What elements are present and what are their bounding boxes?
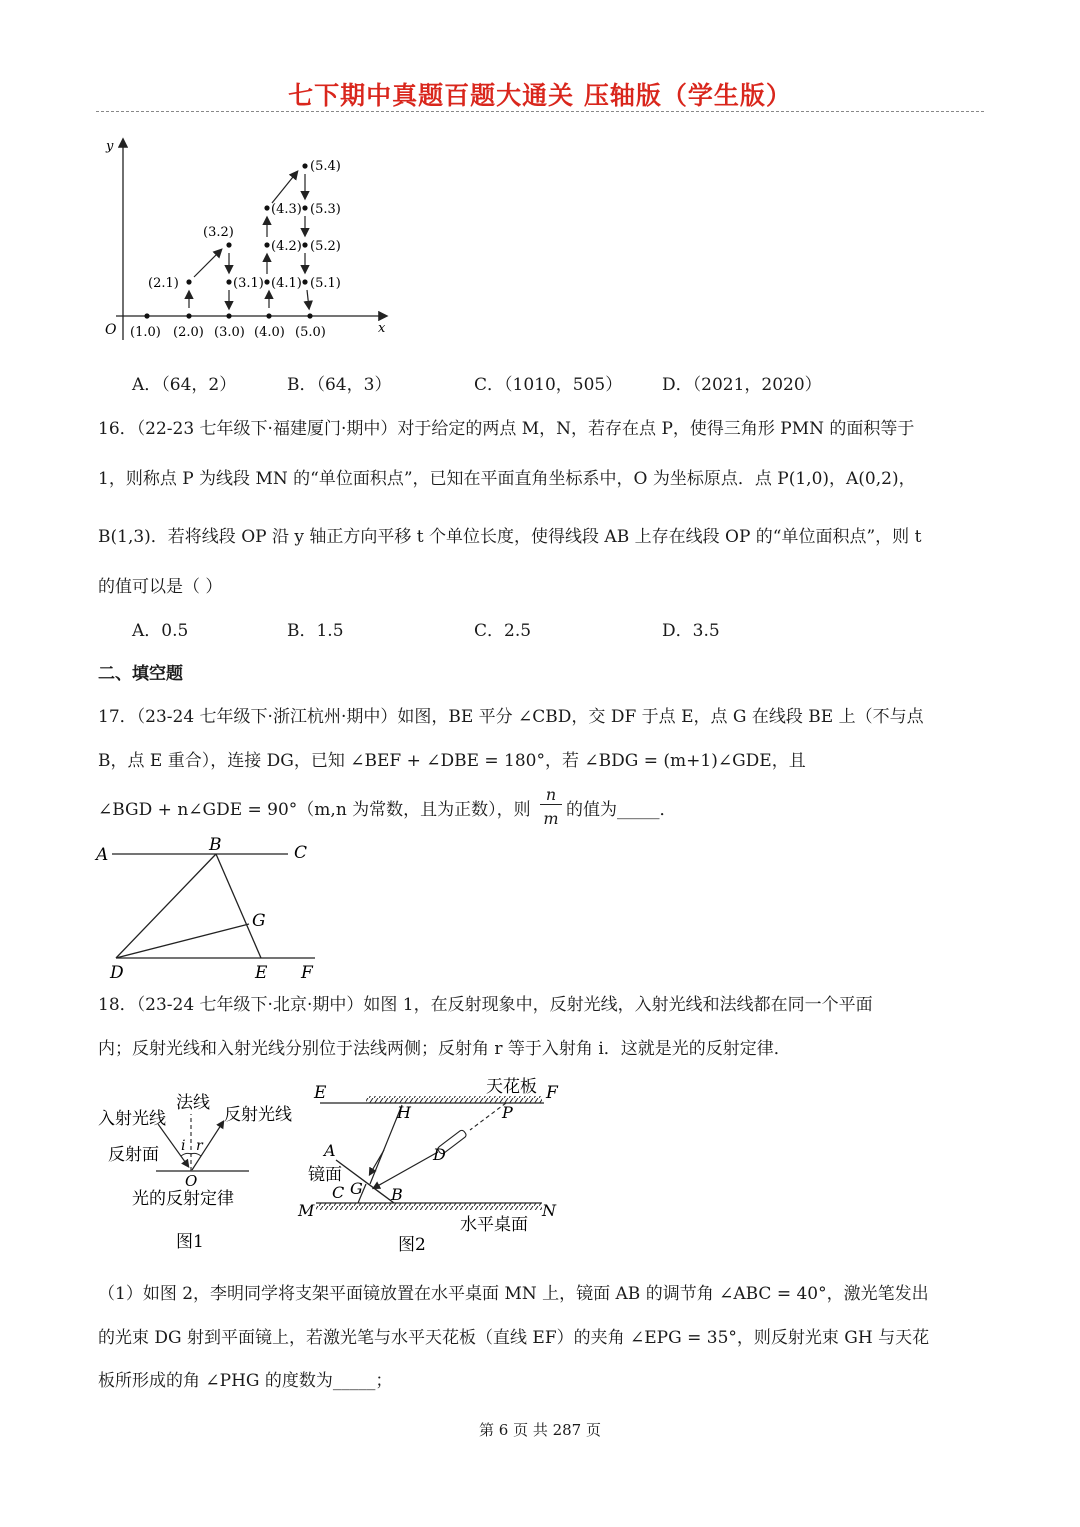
point-4-0 — [266, 313, 271, 318]
segment-dg — [116, 924, 249, 958]
point-label: (5.2) — [310, 239, 341, 254]
point-label-a: A — [96, 845, 109, 865]
table-hatch — [316, 1203, 542, 1210]
point-label-f: F — [546, 1083, 558, 1103]
q18-line-2: 内；反射光线和入射光线分别位于法线两侧；反射角 r 等于入射角 i．这就是光的反射定律． — [98, 1039, 791, 1059]
angle-i-label: i — [181, 1138, 186, 1154]
q17-triangle-figure — [90, 832, 330, 982]
point-5-0 — [307, 313, 312, 318]
q16-option-a: A．0.5 — [132, 621, 189, 641]
q15-option-c: C．（1010，505） — [474, 375, 623, 395]
point-2-0 — [186, 313, 191, 318]
x-tick-label: (5.0) — [295, 325, 326, 340]
point-label-p: P — [502, 1103, 513, 1122]
fraction-numerator: n — [540, 786, 562, 805]
q17-line-3b: 的值为_____． — [566, 800, 677, 820]
reflected-ray-label: 反射光线 — [224, 1105, 292, 1125]
x-tick-label: (2.0) — [173, 325, 204, 340]
q18-sub1-line-3: 板所形成的角 ∠PHG 的度数为_____； — [98, 1371, 393, 1391]
q15-option-a: A．（64，2） — [132, 375, 237, 395]
mirror-label: 镜面 — [308, 1165, 342, 1185]
point-label-b: B — [391, 1185, 403, 1204]
q17-line-1: 17．（23-24 七年级下·浙江杭州·期中）如图，BE 平分 ∠CBD，交 DF 于点 E，点 G 在线段 BE 上（不与点 — [98, 707, 924, 727]
q17-line-3a: ∠BGD + n∠GDE = 90°（m,n 为常数，且为正数），则 — [98, 800, 531, 820]
section-title: 二、填空题 — [98, 664, 183, 684]
point-label: (3.1) — [233, 276, 264, 291]
point-label-c: C — [294, 843, 308, 863]
point-label-o: O — [185, 1172, 198, 1190]
q16-line-1: 16．（22-23 七年级下·福建厦门·期中）对于给定的两点 M，N，若存在点 P，使得三角形 PMN 的面积等于 — [98, 419, 915, 439]
point-5-1 — [302, 279, 307, 284]
beam-dg — [374, 1152, 438, 1188]
point-label-m: M — [298, 1201, 315, 1220]
ceiling-label: 天花板 — [486, 1077, 537, 1097]
point-3-1 — [226, 279, 231, 284]
reflection-law-figure — [96, 1084, 306, 1259]
path-arrow — [194, 250, 221, 277]
point-4-1 — [264, 279, 269, 284]
fraction-denominator: m — [543, 809, 559, 828]
x-axis-label: x — [378, 321, 386, 336]
q18-line-1: 18．（23-24 七年级下·北京·期中）如图 1，在反射现象中，反射光线，入射光线和法线都在同一个平面 — [98, 995, 873, 1015]
q16-line-2: 1，则称点 P 为线段 MN 的“单位面积点”，已知在平面直角坐标系中，O 为坐标原点．点 P(1,0)，A(0,2)， — [98, 469, 916, 489]
point-label-b: B — [209, 835, 222, 855]
point-label-h: H — [397, 1103, 411, 1122]
path-arrow — [272, 172, 297, 203]
q17-line-2: B，点 E 重合），连接 DG，已知 ∠BEF + ∠DBE = 180°，若 ∠BDG = (m+1)∠GDE，且 — [98, 751, 806, 771]
point-3-0 — [226, 313, 231, 318]
ceiling-hatch — [366, 1096, 542, 1103]
point-4-2 — [264, 242, 269, 247]
point-label: (5.4) — [310, 159, 341, 174]
point-label-n: N — [542, 1201, 556, 1220]
incident-ray-label: 入射光线 — [98, 1109, 166, 1129]
point-4-3 — [264, 205, 269, 210]
q16-option-c: C．2.5 — [474, 621, 532, 641]
segment-bd — [116, 854, 216, 958]
beam-gh-arrow — [370, 1150, 384, 1174]
segment-be — [216, 854, 261, 958]
angle-r-label: r — [196, 1138, 203, 1154]
y-axis-label: y — [106, 139, 114, 154]
point-label-d: D — [433, 1145, 446, 1164]
point-2-1 — [186, 279, 191, 284]
reflection-surface-label: 反射面 — [108, 1145, 159, 1165]
point-label-c: C — [332, 1183, 345, 1202]
point-label-g: G — [350, 1179, 363, 1198]
page-footer: 第 6 页 共 287 页 — [478, 1421, 601, 1439]
q15-option-d: D．（2021，2020） — [662, 375, 822, 395]
point-label-f: F — [301, 963, 313, 982]
q16-option-b: B．1.5 — [287, 621, 344, 641]
x-tick-label: (3.0) — [214, 325, 245, 340]
point-label-e: E — [255, 963, 268, 982]
q16-line-4: 的值可以是（ ） — [98, 577, 223, 597]
q18-sub1-line-1: （1）如图 2，李明同学将支架平面镜放置在水平桌面 MN 上，镜面 AB 的调节角 ∠ABC = 40°，激光笔发出 — [98, 1284, 929, 1304]
point-label-e: E — [314, 1083, 327, 1103]
normal-label: 法线 — [176, 1093, 210, 1113]
page-header-title: 七下期中真题百题大通关 压轴版（学生版） — [288, 81, 792, 110]
header-divider — [96, 111, 984, 112]
point-label: (4.2) — [271, 239, 302, 254]
figure-caption: 光的反射定律 — [132, 1189, 234, 1209]
path-arrow — [307, 290, 309, 308]
point-label-g: G — [252, 911, 266, 931]
q18-sub1-line-2: 的光束 DG 射到平面镜上，若激光笔与水平天花板（直线 EF）的夹角 ∠EPG = 35°，则反射光束 GH 与天花 — [98, 1328, 930, 1348]
table-label: 水平桌面 — [460, 1215, 528, 1235]
figure-number: 图1 — [176, 1232, 204, 1252]
q16-line-3: B(1,3)．若将线段 OP 沿 y 轴正方向平移 t 个单位长度，使得线段 AB 上存在线段 OP 的“单位面积点”，则 t — [98, 527, 922, 547]
x-tick-label: (1.0) — [130, 325, 161, 340]
mirror-laser-figure — [294, 1074, 574, 1264]
point-5-2 — [302, 242, 307, 247]
point-5-4 — [302, 163, 307, 168]
point-label: (5.1) — [310, 276, 341, 291]
point-label-d: D — [110, 963, 124, 982]
point-label: (4.1) — [271, 276, 302, 291]
point-label-a: A — [324, 1141, 336, 1160]
point-label: (4.3) — [271, 202, 302, 217]
figure-number: 图2 — [398, 1235, 426, 1255]
point-label: (2.1) — [148, 276, 179, 291]
point-label: (5.3) — [310, 202, 341, 217]
q16-option-d: D．3.5 — [662, 621, 720, 641]
point-1-0 — [144, 313, 149, 318]
origin-label: O — [105, 322, 117, 338]
point-3-2 — [226, 242, 231, 247]
point-5-3 — [302, 205, 307, 210]
lattice-path-figure — [96, 132, 396, 347]
dashed-extension — [470, 1103, 506, 1130]
x-tick-label: (4.0) — [254, 325, 285, 340]
q15-option-b: B．（64，3） — [287, 375, 392, 395]
point-label: (3.2) — [203, 225, 234, 240]
